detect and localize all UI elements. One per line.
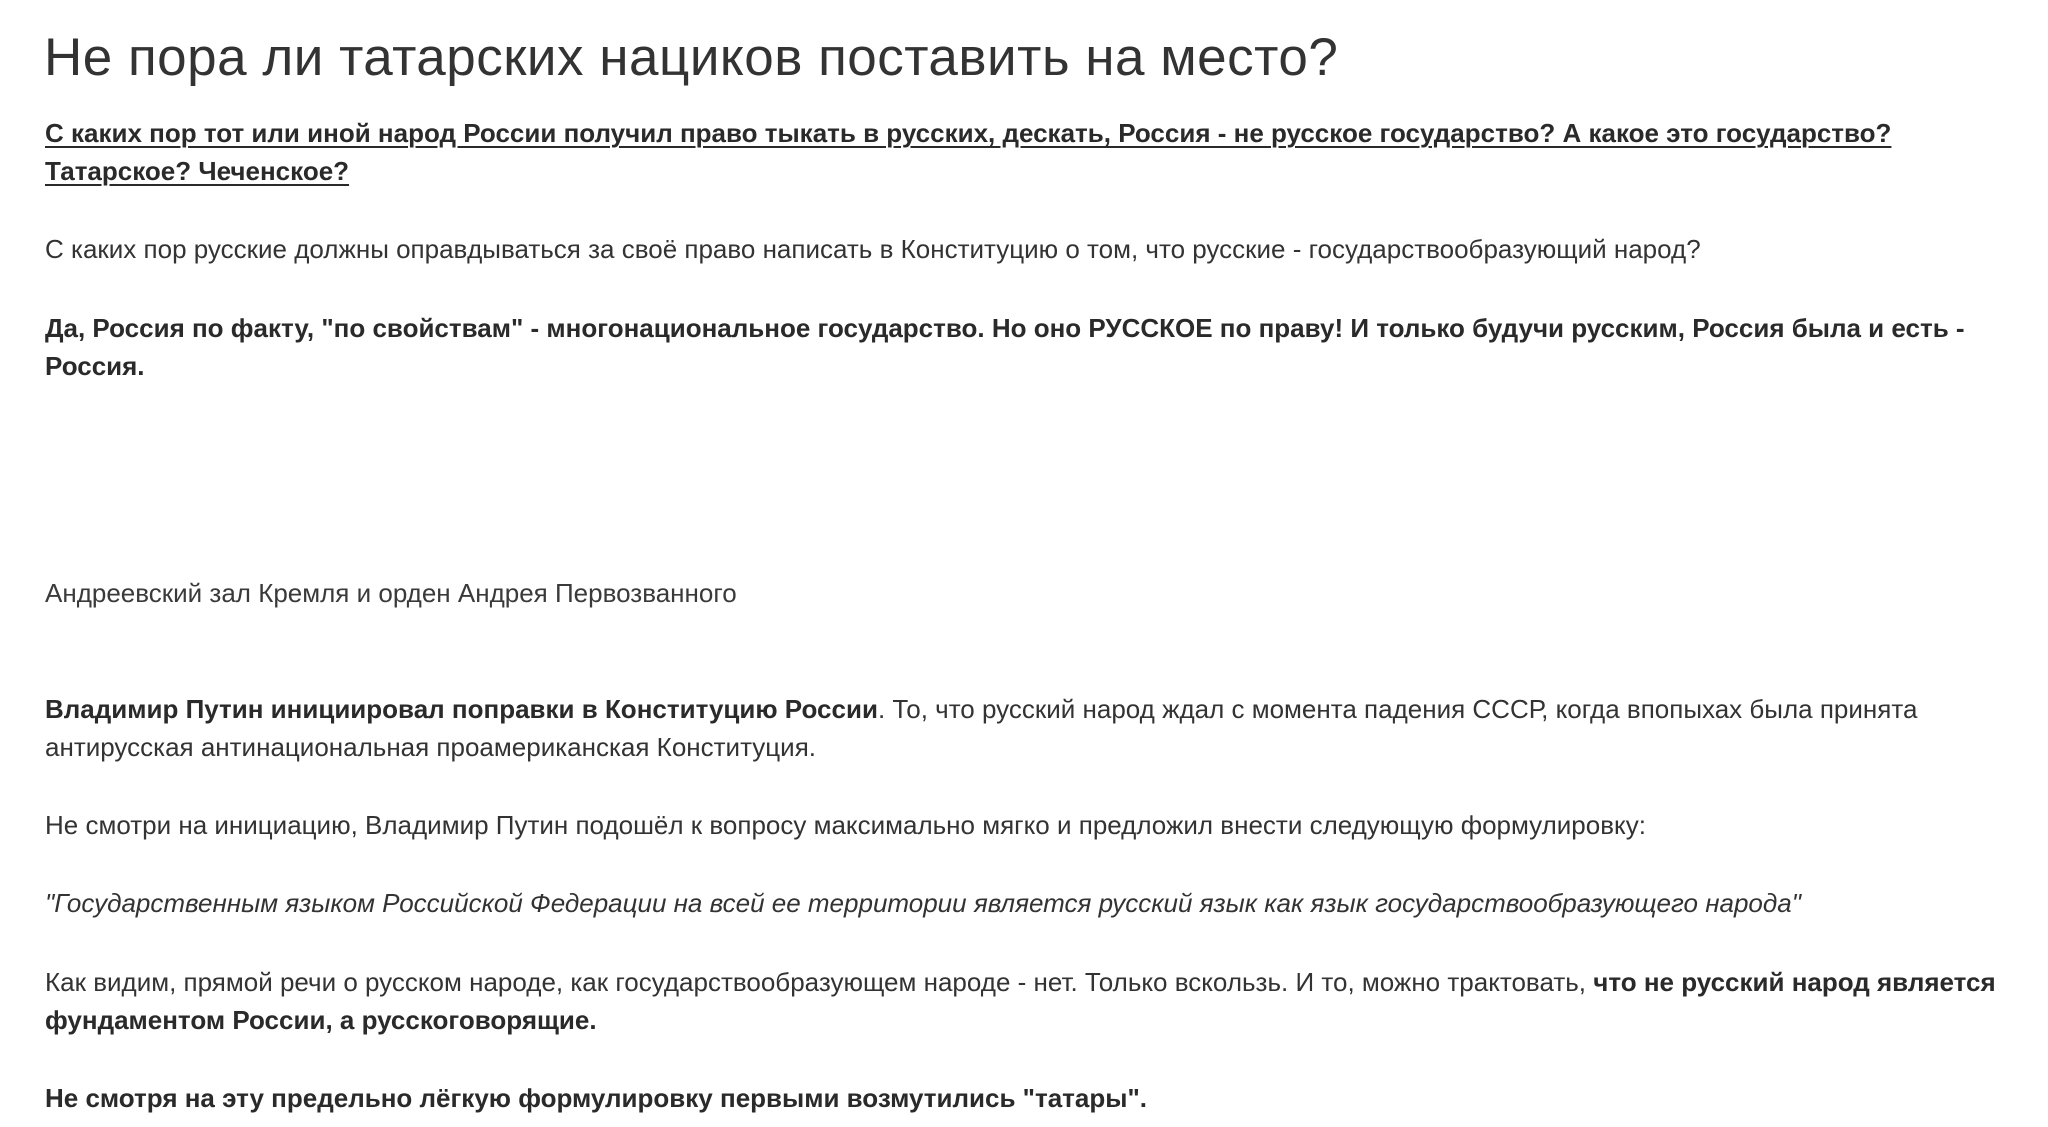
paragraph-5 (45, 963, 2005, 1039)
lead-paragraph: С каких пор тот или иной народ России получил право тыкать в русских, дескать, Россия - не русское государство? А какое это государство? Татарское? Чеченское? (45, 118, 1892, 186)
paragraph-3 (45, 690, 2005, 766)
paragraph-6: Не смотря на эту предельно лёгкую формулировку первыми возмутились "татары". (45, 1083, 1148, 1113)
paragraph-5-text: Как видим, прямой речи о русском народе, как государствообразующем народе - нет. Только вскользь. И то, можно трактовать, (45, 967, 1594, 997)
constitution-quote: "Государственным языком Российской Федерации на всей ее территории является русский язык как язык государствообразующего народа" (45, 888, 1801, 918)
paragraph-2: Да, Россия по факту, "по свойствам" - многонациональное государство. Но оно РУССКОЕ по праву! И только будучи русским, Россия была и есть - Россия. (45, 313, 1965, 381)
article-title: Не пора ли татарских нациков поставить на место? (44, 28, 1339, 87)
paragraph-5-bold: что не русский народ является фундаментом России, а русскоговорящие. (45, 967, 1996, 1035)
paragraph-3-text: . То, что русский народ ждал с момента падения СССР, когда впопыхах была принята антирусская антинациональная проамериканская Конституция. (45, 694, 1918, 762)
image-caption: Андреевский зал Кремля и орден Андрея Первозванного (45, 578, 737, 608)
paragraph-4: Не смотри на инициацию, Владимир Путин подошёл к вопросу максимально мягко и предложил внести следующую формулировку: (45, 810, 1646, 840)
paragraph-3-bold: Владимир Путин инициировал поправки в Конституцию России (45, 694, 878, 724)
paragraph-1: С каких пор русские должны оправдываться за своё право написать в Конституцию о том, что русские - государствообразующий народ? (45, 234, 1701, 264)
